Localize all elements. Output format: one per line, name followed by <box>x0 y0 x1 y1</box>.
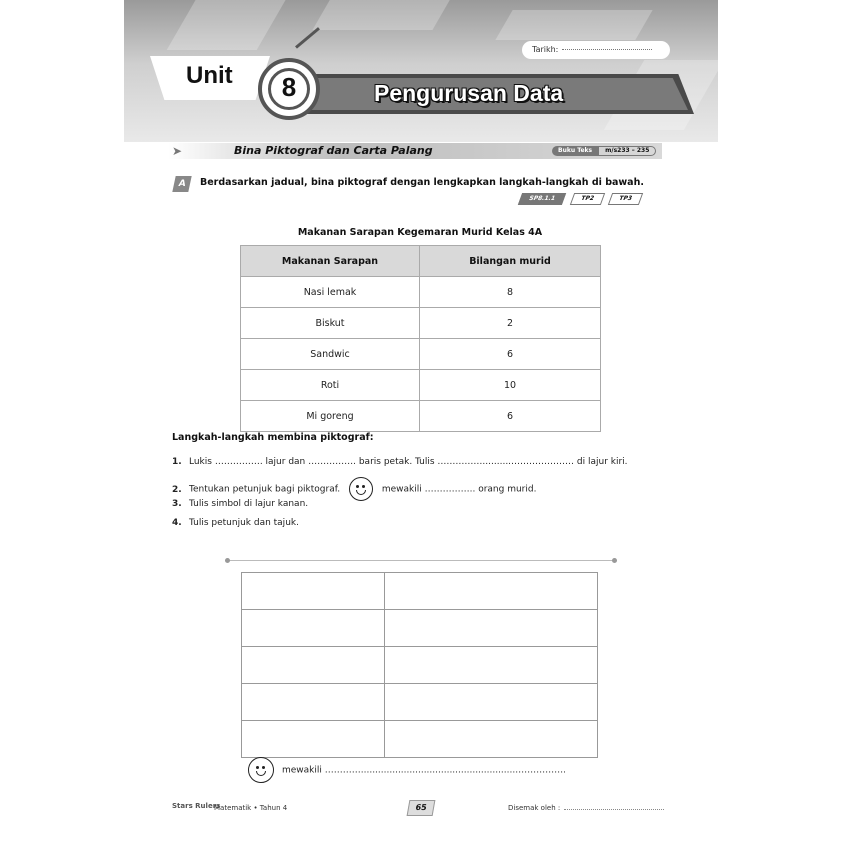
smiley-icon <box>248 757 274 783</box>
table-cell: Biskut <box>241 308 420 339</box>
checked-label: Disemak oleh : <box>508 804 561 812</box>
grid-cell[interactable] <box>242 684 385 721</box>
step-number: 1. <box>172 457 182 467</box>
table-cell: 6 <box>420 339 601 370</box>
unit-number: 8 <box>281 72 297 102</box>
table-cell: 10 <box>420 370 601 401</box>
grid-cell[interactable] <box>385 684 598 721</box>
table-row <box>241 308 601 339</box>
grid-cell[interactable] <box>242 573 385 610</box>
page-number: 65 <box>407 800 436 816</box>
step-text: Tentukan petunjuk bagi piktograf. <box>189 484 341 495</box>
paper-plane-icon: ➤ <box>172 144 183 158</box>
grid-cell[interactable] <box>242 721 385 758</box>
step-item <box>172 477 536 501</box>
step-text: Lukis ……………. lajur dan ……………. baris petak. Tulis ……………..........………………… di lajur kiri. <box>189 457 628 467</box>
step-item <box>172 518 299 528</box>
table-cell: Nasi lemak <box>241 277 420 308</box>
worksheet-page <box>124 0 718 842</box>
grid-row <box>242 610 598 647</box>
table-header-row <box>241 246 601 277</box>
key-text[interactable]: mewakili ………….......................................................……………. <box>282 765 566 776</box>
target-icon <box>258 58 320 120</box>
page-footer <box>172 800 672 816</box>
table-title: Makanan Sarapan Kegemaran Murid Kelas 4A <box>297 227 543 238</box>
grid-cell[interactable] <box>385 573 598 610</box>
grid-cell[interactable] <box>385 610 598 647</box>
table-row <box>241 370 601 401</box>
table-cell: 2 <box>420 308 601 339</box>
grid-row <box>242 721 598 758</box>
table-cell: Mi goreng <box>241 401 420 432</box>
grid-row <box>242 647 598 684</box>
pictograph-key <box>248 757 566 783</box>
steps-title: Langkah-langkah membina piktograf: <box>172 432 374 443</box>
subject-label: Matematik • Tahun 4 <box>214 804 288 812</box>
column-header: Makanan Sarapan <box>241 246 420 277</box>
date-field[interactable] <box>522 41 670 59</box>
table-row <box>241 339 601 370</box>
grid-row <box>242 684 598 721</box>
table-cell: Sandwic <box>241 339 420 370</box>
grid-cell[interactable] <box>385 721 598 758</box>
pictograph-grid[interactable] <box>241 572 598 758</box>
standard-tags <box>520 193 649 205</box>
table-row <box>241 277 601 308</box>
table-cell: 6 <box>420 401 601 432</box>
question-instruction: Berdasarkan jadual, bina piktograf dengan lengkapkan langkah-langkah di bawah. <box>200 177 644 188</box>
step-text: Tulis simbol di lajur kanan. <box>189 499 309 509</box>
grid-cell[interactable] <box>385 647 598 684</box>
checked-by <box>508 804 664 812</box>
tag-standard: SP8.1.1 <box>518 193 566 205</box>
grid-cell[interactable] <box>242 610 385 647</box>
table-row <box>241 401 601 432</box>
step-number: 4. <box>172 518 182 528</box>
section-subtitle: Bina Piktograf dan Carta Palang <box>234 144 433 157</box>
textbook-pages: m/s233 – 235 <box>598 146 656 156</box>
step-item <box>172 499 308 509</box>
date-label: Tarikh: <box>532 45 559 54</box>
question-letter-icon: A <box>172 176 191 192</box>
step-text: Tulis petunjuk dan tajuk. <box>189 518 299 528</box>
textbook-label: Buku Teks <box>552 146 598 156</box>
tag-tp3: TP3 <box>608 193 643 205</box>
grid-row <box>242 573 598 610</box>
column-header: Bilangan murid <box>420 246 601 277</box>
step-text-after: mewakili …………….. orang murid. <box>381 484 537 495</box>
unit-title: Pengurusan Data <box>374 80 564 106</box>
step-number: 2. <box>172 484 182 495</box>
divider <box>225 560 617 561</box>
step-item <box>172 457 628 467</box>
publisher-logo: Stars Rulers <box>172 802 221 810</box>
tag-tp2: TP2 <box>570 193 605 205</box>
step-number: 3. <box>172 499 182 509</box>
data-table <box>240 245 601 432</box>
textbook-reference <box>552 146 656 156</box>
table-cell: Roti <box>241 370 420 401</box>
smiley-icon <box>349 477 373 501</box>
grid-cell[interactable] <box>242 647 385 684</box>
table-cell: 8 <box>420 277 601 308</box>
unit-label: Unit <box>186 62 233 89</box>
